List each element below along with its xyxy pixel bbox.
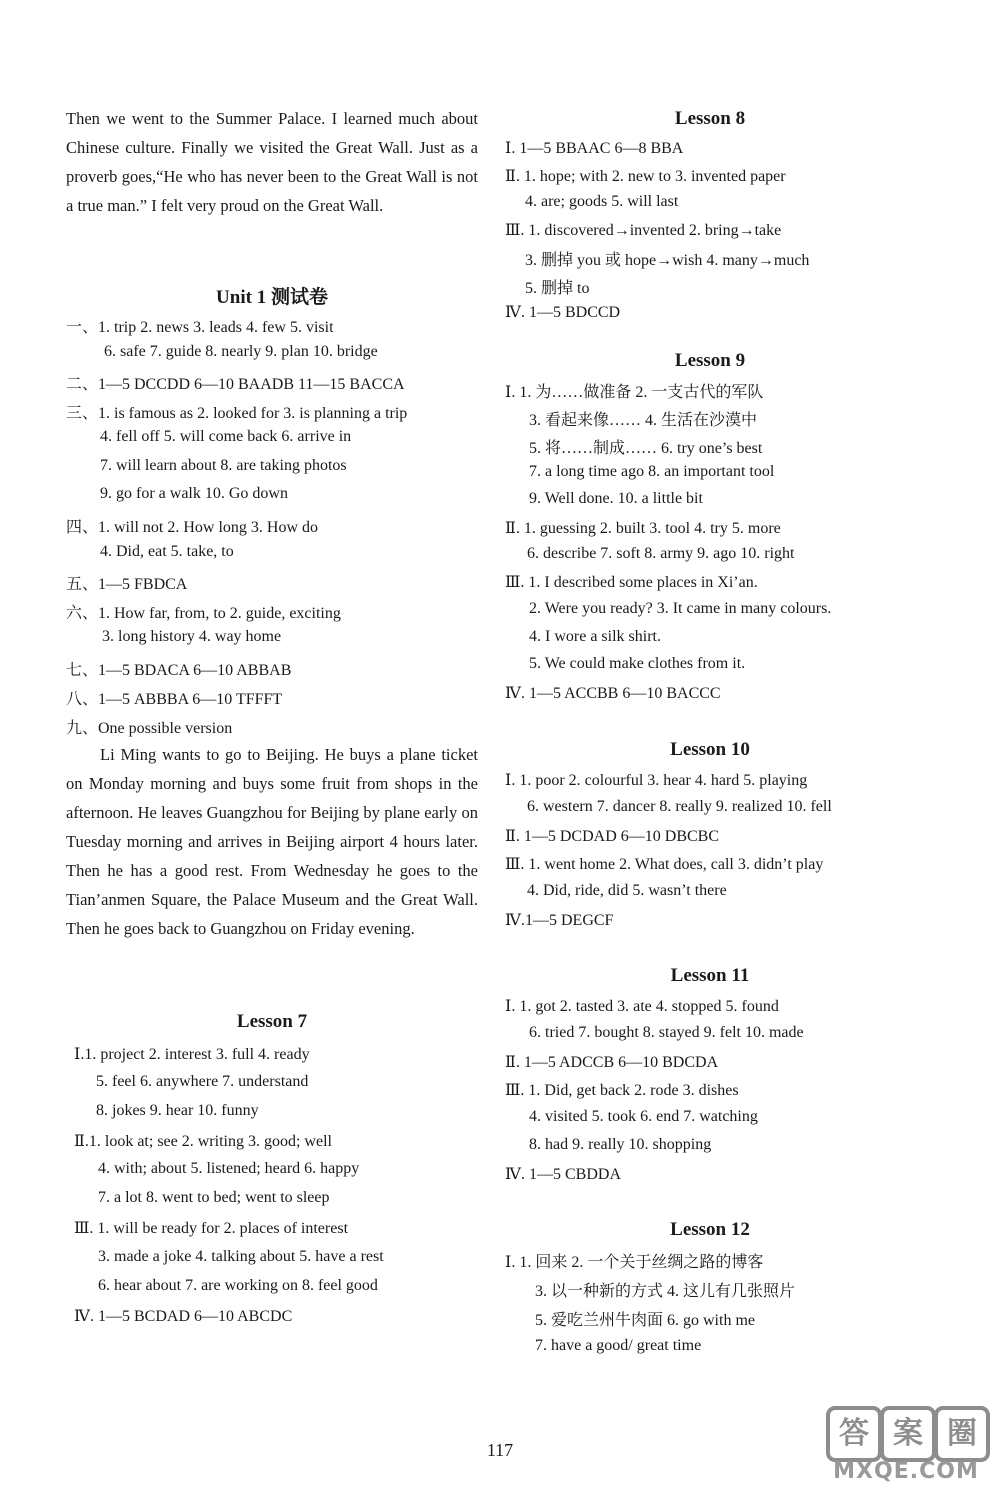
lesson9-title: Lesson 9	[674, 350, 746, 371]
unit-test-line: 一、1. trip 2. news 3. leads 4. few 5. visit	[66, 319, 334, 336]
lesson8-line: Ⅰ. 1—5 BBAAC 6—8 BBA	[505, 140, 684, 157]
lesson9-line: 5. We could make clothes from it.	[529, 655, 746, 672]
lesson10-line: 4. Did, ride, did 5. wasn’t there	[527, 882, 727, 899]
lesson9-line: Ⅳ. 1—5 ACCBB 6—10 BACCC	[505, 685, 721, 702]
lesson10-title: Lesson 10	[670, 739, 750, 760]
lesson7-line: Ⅱ.1. look at; see 2. writing 3. good; well	[74, 1133, 332, 1150]
lesson9-line: 7. a long time ago 8. an important tool	[529, 463, 775, 480]
lesson7-line: 5. feel 6. anywhere 7. understand	[96, 1073, 309, 1090]
unit-test-line: 九、One possible version	[66, 720, 233, 737]
lesson7-line: 7. a lot 8. went to bed; went to sleep	[98, 1189, 330, 1206]
lesson10-line: Ⅱ. 1—5 DCDAD 6—10 DBCBC	[505, 828, 720, 845]
lesson12-line: Ⅰ. 1. 回来 2. 一个关于丝绸之路的博客	[505, 1254, 764, 1271]
lesson9-line: 3. 看起来像…… 4. 生活在沙漠中	[529, 412, 758, 429]
lesson8-line: Ⅱ. 1. hope; with 2. new to 3. invented paper	[505, 168, 786, 185]
lesson11-line: Ⅰ. 1. got 2. tasted 3. ate 4. stopped 5. found	[505, 998, 779, 1015]
lesson11-line: Ⅱ. 1—5 ADCCB 6—10 BDCDA	[505, 1054, 719, 1071]
lesson8-line: Ⅳ. 1—5 BDCCD	[505, 304, 621, 321]
lesson10-line: 6. western 7. dancer 8. really 9. realized 10. fell	[527, 798, 832, 815]
unit-test-line: 六、1. How far, from, to 2. guide, exciting	[66, 605, 341, 622]
lesson12-line: 7. have a good/ great time	[535, 1337, 702, 1354]
lesson7-title: Lesson 7	[236, 1011, 308, 1032]
lesson7-line: Ⅰ.1. project 2. interest 3. full 4. ready	[74, 1046, 310, 1063]
unit-test-line: 七、1—5 BDACA 6—10 ABBAB	[66, 662, 292, 679]
unit-test-line: 三、1. is famous as 2. looked for 3. is planning a trip	[66, 405, 408, 422]
page-number: 117	[486, 1440, 514, 1460]
essay-paragraph: Li Ming wants to go to Beijing. He buys a plane ticket on Monday morning and buys some fruit from shops in the afternoon. He leaves Guangzhou for Beijing by plane early on Tuesday morning and arrives in Beijing airport 4 hours later. Then he has a good rest. From Wednesday he goes to the Tian’anmen Square, the Palace Museum and the Great Wall. Then he goes back to Guangzhou on Friday evening.	[66, 745, 478, 938]
lesson11-line: 6. tried 7. bought 8. stayed 9. felt 10. made	[529, 1024, 804, 1041]
lesson8-title: Lesson 8	[674, 108, 746, 129]
lesson10-line: Ⅲ. 1. went home 2. What does, call 3. didn’t play	[505, 856, 824, 873]
lesson8-line: 3. 删掉 you 或 hope→wish 4. many→much	[525, 252, 810, 269]
lesson9-line: 6. describe 7. soft 8. army 9. ago 10. right	[527, 545, 795, 562]
unit-test-title: Unit 1 测试卷	[216, 287, 328, 308]
unit-test-line: 4. Did, eat 5. take, to	[100, 543, 234, 560]
watermark-char: 圈	[934, 1406, 990, 1462]
lesson8-line: 4. are; goods 5. will last	[525, 193, 679, 210]
lesson11-line: Ⅳ. 1—5 CBDDA	[505, 1166, 621, 1183]
lesson9-line: 5. 将……制成…… 6. try one’s best	[529, 440, 763, 457]
lesson10-line: Ⅰ. 1. poor 2. colourful 3. hear 4. hard 5. playing	[505, 772, 808, 789]
lesson9-line: Ⅰ. 1. 为……做准备 2. 一支古代的军队	[505, 384, 764, 401]
unit-test-line: 9. go for a walk 10. Go down	[100, 485, 288, 502]
lesson10-line: Ⅳ.1—5 DEGCF	[505, 912, 614, 929]
lesson7-line: 3. made a joke 4. talking about 5. have a rest	[98, 1248, 384, 1265]
lesson7-line: Ⅳ. 1—5 BCDAD 6—10 ABCDC	[74, 1308, 293, 1325]
lesson9-line: 2. Were you ready? 3. It came in many colours.	[529, 600, 832, 617]
unit-test-line: 二、1—5 DCCDD 6—10 BAADB 11—15 BACCA	[66, 376, 405, 393]
lesson7-line: Ⅲ. 1. will be ready for 2. places of interest	[74, 1220, 349, 1237]
unit-test-line: 五、1—5 FBDCA	[66, 576, 188, 593]
lesson7-line: 4. with; about 5. listened; heard 6. happy	[98, 1160, 360, 1177]
lesson12-title: Lesson 12	[670, 1219, 750, 1240]
unit-test-line: 3. long history 4. way home	[102, 628, 282, 645]
unit-test-line: 7. will learn about 8. are taking photos	[100, 457, 347, 474]
watermark-char: 案	[880, 1406, 936, 1462]
unit-test-line: 6. safe 7. guide 8. nearly 9. plan 10. bridge	[104, 343, 378, 360]
lesson8-line: Ⅲ. 1. discovered→invented 2. bring→take	[505, 222, 782, 239]
unit-test-line: 4. fell off 5. will come back 6. arrive in	[100, 428, 352, 445]
lesson11-line: 4. visited 5. took 6. end 7. watching	[529, 1108, 758, 1125]
lesson9-line: Ⅱ. 1. guessing 2. built 3. tool 4. try 5. more	[505, 520, 781, 537]
watermark-logo	[826, 1406, 986, 1484]
intro-paragraph: Then we went to the Summer Palace. I learned much about Chinese culture. Finally we visited the Great Wall. Just as a proverb goes,“He who has never been to the Great Wall is not a true man.” I felt very proud on the Great Wall.	[66, 109, 478, 215]
unit-test-line: 四、1. will not 2. How long 3. How do	[66, 519, 319, 536]
lesson7-line: 8. jokes 9. hear 10. funny	[96, 1102, 259, 1119]
lesson12-line: 3. 以一种新的方式 4. 这儿有几张照片	[535, 1283, 796, 1300]
lesson9-line: Ⅲ. 1. I described some places in Xi’an.	[505, 574, 758, 591]
lesson8-line: 5. 删掉 to	[525, 280, 590, 297]
watermark-url: MXQE.COM	[833, 1459, 979, 1484]
watermark-char: 答	[826, 1406, 882, 1462]
lesson9-line: 4. I wore a silk shirt.	[529, 628, 661, 645]
lesson7-line: 6. hear about 7. are working on 8. feel good	[98, 1277, 378, 1294]
lesson11-line: Ⅲ. 1. Did, get back 2. rode 3. dishes	[505, 1082, 739, 1099]
lesson11-line: 8. had 9. really 10. shopping	[529, 1136, 712, 1153]
lesson9-line: 9. Well done. 10. a little bit	[529, 490, 703, 507]
lesson11-title: Lesson 11	[670, 965, 750, 986]
lesson12-line: 5. 爱吃兰州牛肉面 6. go with me	[535, 1312, 755, 1329]
unit-test-line: 八、1—5 ABBBA 6—10 TFFFT	[66, 691, 283, 708]
